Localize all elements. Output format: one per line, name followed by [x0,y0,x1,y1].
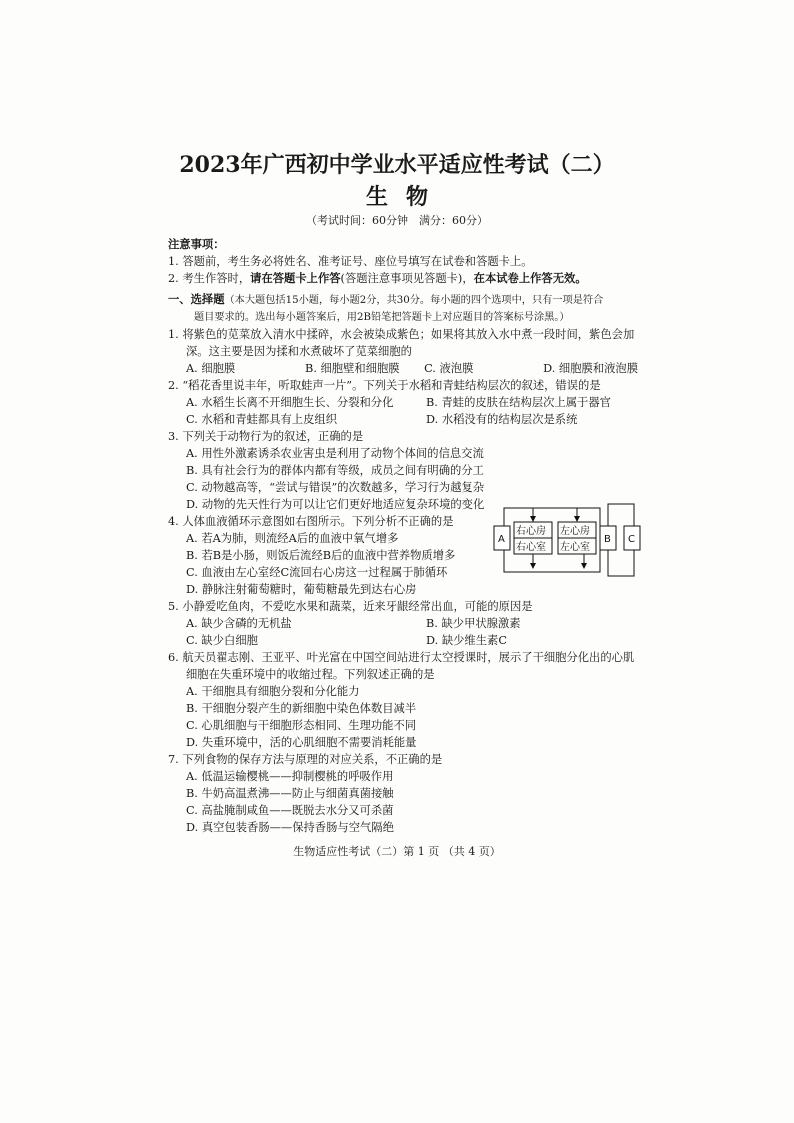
q7-option-d: D. 真空包装香肠——保持香肠与空气隔绝 [186,821,394,834]
q1-options [168,360,638,377]
q5-options-row-1 [168,615,638,632]
q1-option-a: A. 细胞膜 [186,362,236,375]
q5-stem-1: 5. 小静爱吃鱼肉，不爱吃水果和蔬菜，近来牙龈经常出血，可能的原因是 [168,600,533,613]
q1-option-d: D. 细胞膜和液泡膜 [543,362,639,375]
q6-option-b: B. 干细胞分裂产生的新细胞中染色体数目减半 [186,702,417,715]
q6-option-c: C. 心肌细胞与干细胞形态相同、生理功能不同 [186,719,417,732]
page-footer: 生物适应性考试（二）第 1 页 （共 4 页） [293,845,501,858]
q7-option-b: B. 牛奶高温煮沸——防止与细菌真菌接触 [186,787,394,800]
q5-option-a: A. 缺少含磷的无机盐 [186,617,292,630]
q3-option-c: C. 动物越高等，“尝试与错误”的次数越多，学习行为越复杂 [186,481,485,494]
q3-option-a: A. 用性外激素诱杀农业害虫是利用了动物个体间的信息交流 [186,447,484,460]
q5-option-b: B. 缺少甲状腺激素 [426,617,521,630]
exam-title: 2023年广西初中学业水平适应性考试（二） [179,152,615,178]
section-1-desc-1: （本大题包括15小题，每小题2分，共30分。每小题的四个选项中，只有一项是符合 [224,295,604,306]
q3-stem-1: 3. 下列关于动物行为的叙述，正确的是 [168,430,364,443]
notice-line-2-b: 请在答题卡上作答 [250,271,341,285]
subject-title: 生物 [365,184,446,210]
q6-stem-2: 细胞在失重环境中的收缩过程。下列叙述正确的是 [186,668,435,681]
q2-option-b: B. 青蛙的皮肤在结构层次上属于器官 [426,396,611,409]
right-ventricle-label: 右心室 [516,542,546,553]
q2-options-row-1 [168,394,638,411]
section-1-heading: 一、选择题 [168,292,225,306]
q6-option-d: D. 失重环境中，活的心肌细胞不需要消耗能量 [186,736,417,749]
q2-options-row-2 [168,411,638,428]
q3-option-d: D. 动物的先天性行为可以让它们更好地适应复杂环境的变化 [186,498,485,511]
notice-line-1: 1. 答题前，考生务必将姓名、准考证号、座位号填写在试卷和答题卡上。 [168,255,533,268]
q4-stem-1: 4. 人体血液循环示意图如右图所示。下列分析不正确的是 [168,515,454,528]
q2-option-d: D. 水稻没有的结构层次是系统 [426,413,578,426]
q4-option-d: D. 静脉注射葡萄糖时，葡萄糖最先到达右心房 [186,583,417,596]
organ-b-label: B [604,534,611,545]
q2-option-c: C. 水稻和青蛙都具有上皮组织 [186,413,337,426]
notice-line-2-a: 2. 考生作答时， [168,272,251,285]
q4-option-a: A. 若A为肺，则流经A后的血液中氧气增多 [186,532,399,545]
q1-option-c: C. 液泡膜 [424,362,474,375]
notice-line-2-d: 在本试卷上作答无效。 [473,271,587,285]
q5-options-row-2 [168,632,638,649]
q4-option-c: C. 血液由左心室经C流回右心房这一过程属于肺循环 [186,566,448,579]
q5-option-d: D. 缺少维生素C [426,634,507,647]
q3-option-b: B. 具有社会行为的群体内都有等级，成员之间有明确的分工 [186,464,484,477]
notice-heading: 注意事项： [168,237,225,251]
section-1-desc-2: 题目要求的。选出每小题答案后，用2B铅笔把答题卡上对应题目的答案标号涂黑。） [194,312,570,323]
right-atrium-label: 右心房 [516,526,546,537]
top-right-loop-line [608,504,634,526]
q7-stem-1: 7. 下列食物的保存方法与原理的对应关系，不正确的是 [168,753,443,766]
q2-stem-1: 2. “稻花香里说丰年，听取蛙声一片”。下列关于水稻和青蛙结构层次的叙述，错误的是 [168,379,601,392]
organ-c-label: C [628,534,635,545]
bottom-right-loop-line [608,550,634,576]
notice-line-2-c: (答题注意事项见答题卡)， [340,272,474,285]
q6-stem-1: 6. 航天员翟志刚、王亚平、叶光富在中国空间站进行太空授课时，展示了干细胞分化出的心肌 [168,651,635,664]
left-ventricle-label: 左心室 [560,542,590,553]
q2-option-a: A. 水稻生长离不开细胞生长、分裂和分化 [186,396,394,409]
left-atrium-label: 左心房 [560,526,590,537]
q1-stem-2: 深。这主要是因为揉和水煮破坏了苋菜细胞的 [186,345,412,358]
q4-option-b: B. 若B是小肠，则饭后流经B后的血液中营养物质增多 [186,549,456,562]
q1-option-b: B. 细胞壁和细胞膜 [305,362,400,375]
organ-a-label: A [498,534,505,545]
q7-option-c: C. 高盐腌制咸鱼——既脱去水分又可杀菌 [186,804,394,817]
exam-info: （考试时间：60分钟 满分：60分） [306,214,488,227]
circulation-diagram [488,500,644,580]
q5-option-c: C. 缺少白细胞 [186,634,258,647]
q6-option-a: A. 干细胞具有细胞分裂和分化能力 [186,685,360,698]
notice-line-2 [168,270,638,287]
section-1-header [168,291,638,309]
q7-option-a: A. 低温运输樱桃——抑制樱桃的呼吸作用 [186,770,394,783]
q1-stem-1: 1. 将紫色的苋菜放入清水中揉碎，水会被染成紫色；如果将其放入水中煮一段时间，紫色会加 [168,328,635,341]
